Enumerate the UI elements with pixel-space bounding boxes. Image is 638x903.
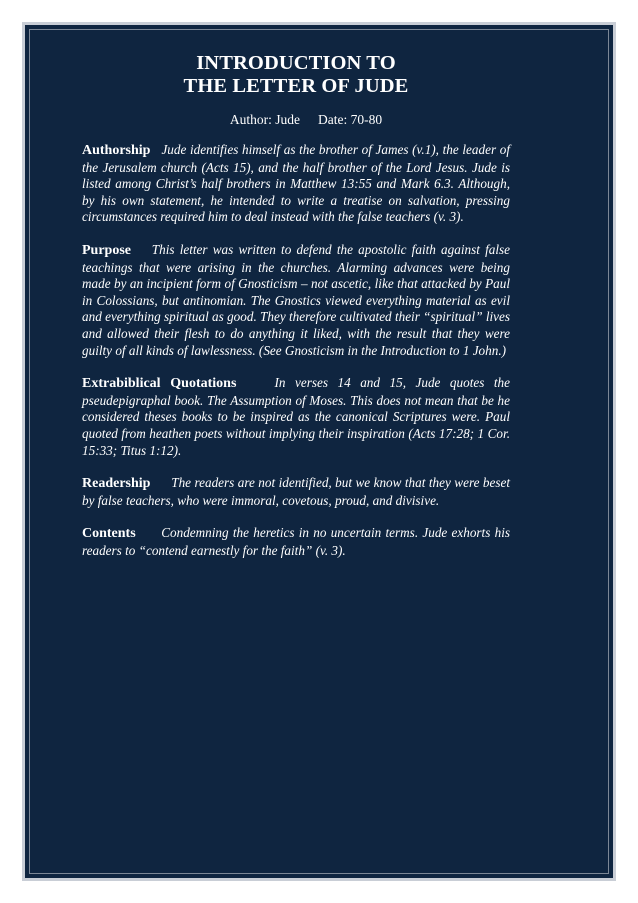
section-body: In verses 14 and 15, Jude quotes the pseudepigraphal book. The Assumption of Moses. This does not mean that be he considered theses books to be inspired as the canonical Scriptures were. Paul quoted from heathen poets without implying their inspiration (Acts 17:28; 1 Cor. 15:33; Titus 1:12). [82, 375, 511, 458]
title-line-2: THE LETTER OF JUDE [183, 75, 409, 97]
section-readership [82, 475, 510, 509]
section-extrabiblical-quotations [82, 375, 510, 459]
section-body: The readers are not identified, but we know that they were beset by false teachers, who were immoral, covetous, proud, and divisive. [82, 475, 511, 508]
section-authorship [82, 142, 510, 226]
author-label: Author: Jude [229, 112, 300, 127]
section-body: This letter was written to defend the apostolic faith against false teachings that were arising in the churches. Alarming advances were being made by an incipient form of Gnosticism – not ascetic, like that attacked by Paul in Colossians, but antinomian. The Gnostics viewed everything material as evil and everything spiritual as good. They therefore cultivated their “spiritual” lives and allowed their flesh to do anything it liked, with the result that they were guilty of all kinds of lawlessness. (See Gnosticism in the Introduction to 1 John.) [82, 241, 510, 358]
section-purpose [82, 242, 510, 359]
title-line-1: INTRODUCTION TO [196, 52, 396, 74]
section-body: Condemning the heretics in no uncertain terms. Jude exhorts his readers to “contend earnestly for the faith” (v. 3). [82, 525, 510, 558]
section-heading: Readership [82, 476, 151, 492]
section-heading: Purpose [82, 242, 131, 258]
date-label: Date: 70-80 [318, 112, 383, 127]
section-heading: Authorship [82, 143, 151, 158]
document-meta [102, 112, 510, 128]
document-title [82, 52, 510, 98]
document-content [82, 52, 510, 559]
section-heading: Extrabiblical Quotations [82, 376, 237, 392]
section-heading: Contents [82, 526, 136, 542]
section-contents [82, 525, 510, 559]
section-body: Jude identifies himself as the brother of James (v.1), the leader of the Jerusalem church (Acts 15), and the half brother of the Lord Jesus. Jude is listed among Christ’s half brothers in Matthew 13:55 and Mark 6.3. Although, by his own statement, he intended to write a treatise on salvation, pressing circumstances required him to deal instead with the false teachers (v. 3). [82, 142, 510, 225]
